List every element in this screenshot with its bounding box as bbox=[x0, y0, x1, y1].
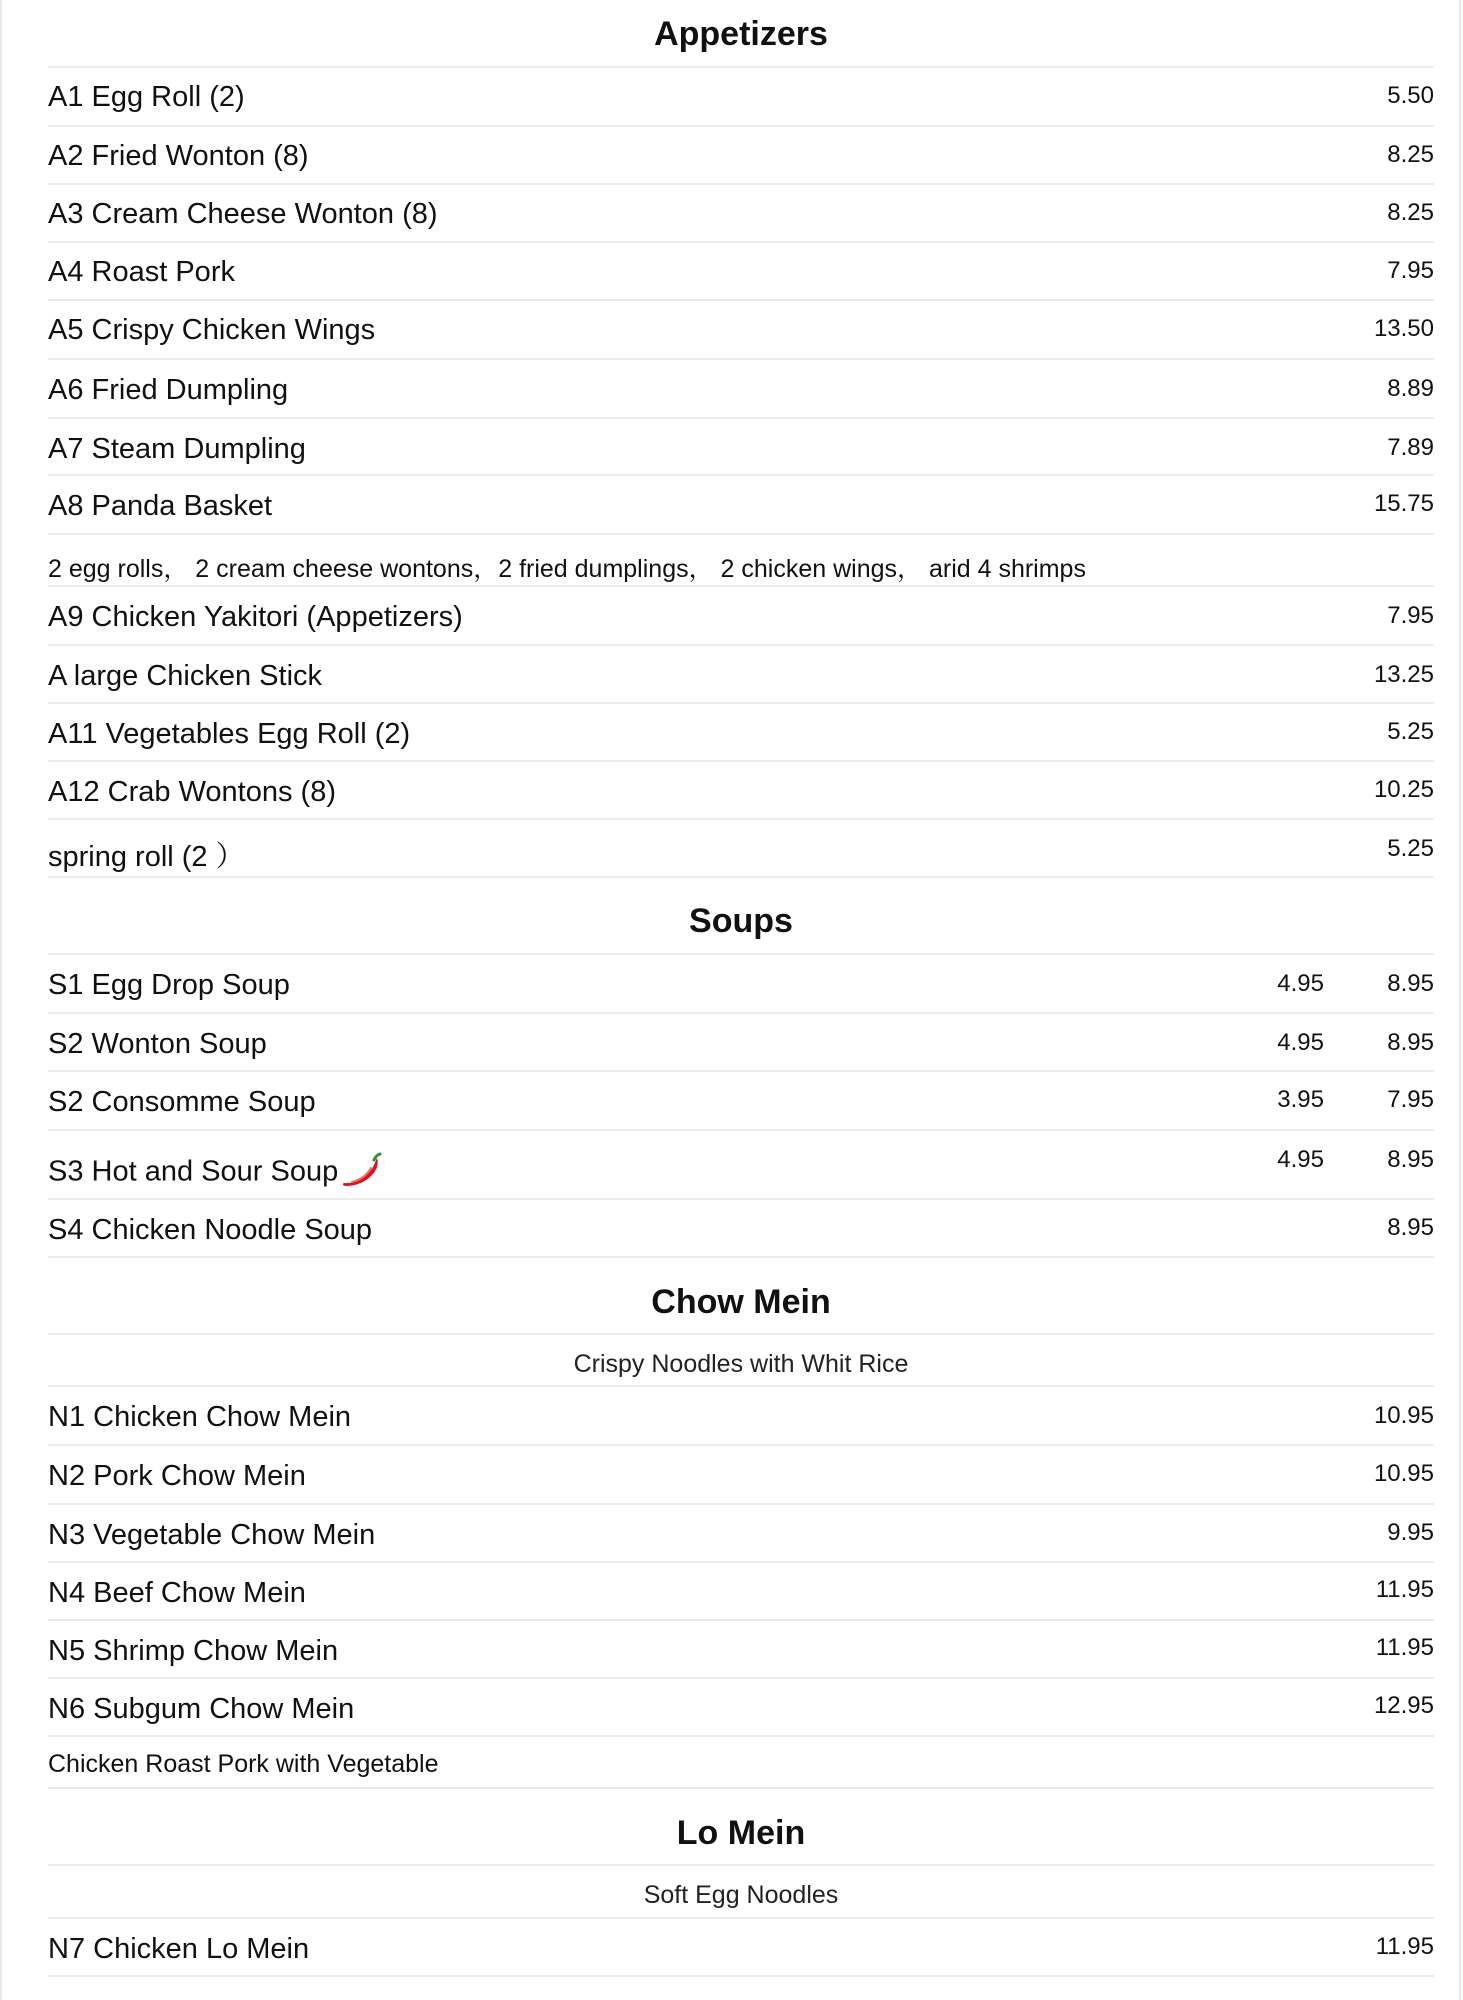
item-price-large: 8.95 bbox=[1387, 1029, 1434, 1056]
menu-item-row bbox=[48, 1387, 1434, 1446]
menu-item-row bbox=[48, 1621, 1434, 1679]
item-price-large: 8.95 bbox=[1387, 1146, 1434, 1173]
section-subtitle bbox=[48, 1866, 1434, 1919]
section-title: Appetizers bbox=[654, 15, 828, 53]
item-price: 7.89 bbox=[1387, 434, 1434, 461]
section-heading-chow-mein bbox=[48, 1258, 1434, 1335]
item-name: A7 Steam Dumpling bbox=[48, 433, 306, 465]
menu-item-row bbox=[48, 1072, 1434, 1131]
menu-item-row bbox=[48, 704, 1434, 762]
item-price: 13.50 bbox=[1373, 315, 1434, 342]
item-description-row bbox=[48, 1737, 1434, 1789]
menu-item-row bbox=[48, 1505, 1434, 1563]
item-price: 5.50 bbox=[1387, 82, 1434, 109]
item-price: 11.95 bbox=[1375, 1576, 1434, 1603]
item-price: 8.89 bbox=[1387, 375, 1434, 402]
menu-item-row bbox=[48, 419, 1434, 476]
item-name: S2 Wonton Soup bbox=[48, 1028, 267, 1060]
menu-item-row bbox=[48, 762, 1434, 820]
item-price: 10.95 bbox=[1373, 1402, 1434, 1429]
menu-item-row bbox=[48, 1563, 1434, 1621]
menu-item-row bbox=[48, 587, 1434, 646]
item-name: N2 Pork Chow Mein bbox=[48, 1460, 306, 1492]
item-price: 9.95 bbox=[1387, 1519, 1434, 1546]
item-price: 13.25 bbox=[1373, 661, 1434, 688]
menu-item-row bbox=[48, 1919, 1434, 1977]
item-price: 10.25 bbox=[1373, 776, 1434, 803]
item-description: 2 egg rolls， 2 cream cheese wontons，2 fried dumplings， 2 chicken wings， arid 4 shrimps bbox=[48, 555, 1086, 583]
item-name: S2 Consomme Soup bbox=[48, 1086, 316, 1118]
menu-item-row bbox=[48, 646, 1434, 704]
item-name: N4 Beef Chow Mein bbox=[48, 1577, 306, 1609]
item-price: 11.95 bbox=[1375, 1634, 1434, 1661]
item-name: spring roll (2 ） bbox=[48, 841, 245, 873]
menu-item-row bbox=[48, 243, 1434, 301]
item-price: 7.95 bbox=[1387, 257, 1434, 284]
item-name: A3 Cream Cheese Wonton (8) bbox=[48, 198, 438, 230]
item-name: A6 Fried Dumpling bbox=[48, 374, 289, 406]
item-price: 5.25 bbox=[1387, 718, 1434, 745]
item-name: A4 Roast Pork bbox=[48, 256, 235, 288]
item-name: A9 Chicken Yakitori (Appetizers) bbox=[48, 601, 463, 633]
menu-item-row bbox=[48, 185, 1434, 243]
item-name: A12 Crab Wontons (8) bbox=[48, 776, 336, 808]
item-price-small: 4.95 bbox=[1277, 970, 1324, 997]
menu-item-row bbox=[48, 68, 1434, 127]
item-price: 7.95 bbox=[1387, 602, 1434, 629]
item-price-small: 4.95 bbox=[1277, 1029, 1324, 1056]
item-name bbox=[48, 1151, 382, 1195]
section-title: Lo Mein bbox=[676, 1814, 806, 1852]
section-subtitle-text: Crispy Noodles with Whit Rice bbox=[573, 1350, 909, 1378]
menu-item-row bbox=[48, 127, 1434, 185]
menu-item-row bbox=[48, 955, 1434, 1014]
item-name: N5 Shrimp Chow Mein bbox=[48, 1635, 339, 1667]
menu-item-row bbox=[48, 820, 1434, 878]
section-heading-appetizers bbox=[48, 8, 1434, 68]
item-description: Chicken Roast Pork with Vegetable bbox=[48, 1750, 439, 1778]
section-subtitle-text: Soft Egg Noodles bbox=[643, 1881, 839, 1909]
section-heading-soups bbox=[48, 878, 1434, 955]
item-price-small: 4.95 bbox=[1277, 1146, 1324, 1173]
item-name: A5 Crispy Chicken Wings bbox=[48, 314, 376, 346]
chili-pepper-icon bbox=[340, 1151, 382, 1195]
item-price: 10.95 bbox=[1373, 1460, 1434, 1487]
item-name: N6 Subgum Chow Mein bbox=[48, 1693, 355, 1725]
item-price: 11.95 bbox=[1375, 1933, 1434, 1960]
item-name: S1 Egg Drop Soup bbox=[48, 969, 290, 1001]
section-heading-lo-mein bbox=[48, 1789, 1434, 1866]
item-name: A8 Panda Basket bbox=[48, 490, 273, 522]
item-price: 5.25 bbox=[1387, 835, 1434, 862]
menu-item-row bbox=[48, 1679, 1434, 1737]
menu-item-row bbox=[48, 1200, 1434, 1258]
menu-item-row bbox=[48, 476, 1434, 535]
item-name: A1 Egg Roll (2) bbox=[48, 81, 245, 113]
item-price-small: 3.95 bbox=[1277, 1086, 1324, 1113]
item-price: 12.95 bbox=[1373, 1692, 1434, 1719]
item-description-row bbox=[48, 535, 1434, 587]
item-name: A2 Fried Wonton (8) bbox=[48, 140, 309, 172]
item-price: 8.25 bbox=[1387, 199, 1434, 226]
item-name: N3 Vegetable Chow Mein bbox=[48, 1519, 376, 1551]
menu-item-row bbox=[48, 1446, 1434, 1505]
menu-item-row bbox=[48, 1014, 1434, 1072]
item-price: 15.75 bbox=[1373, 490, 1434, 517]
item-name-text: S3 Hot and Sour Soup bbox=[48, 1155, 339, 1188]
item-price-large: 8.95 bbox=[1387, 970, 1434, 997]
menu-item-row bbox=[48, 1131, 1434, 1200]
item-name: S4 Chicken Noodle Soup bbox=[48, 1214, 373, 1246]
item-name: N7 Chicken Lo Mein bbox=[48, 1933, 310, 1965]
item-name: A large Chicken Stick bbox=[48, 660, 323, 692]
section-title: Soups bbox=[689, 902, 793, 940]
item-name: A11 Vegetables Egg Roll (2) bbox=[48, 718, 411, 750]
item-name: N1 Chicken Chow Mein bbox=[48, 1401, 352, 1433]
menu-item-row bbox=[48, 301, 1434, 360]
item-price-large: 8.95 bbox=[1387, 1214, 1434, 1241]
item-price: 8.25 bbox=[1387, 141, 1434, 168]
section-title: Chow Mein bbox=[651, 1283, 831, 1321]
menu-item-row bbox=[48, 360, 1434, 419]
section-subtitle bbox=[48, 1335, 1434, 1387]
item-price-large: 7.95 bbox=[1387, 1086, 1434, 1113]
